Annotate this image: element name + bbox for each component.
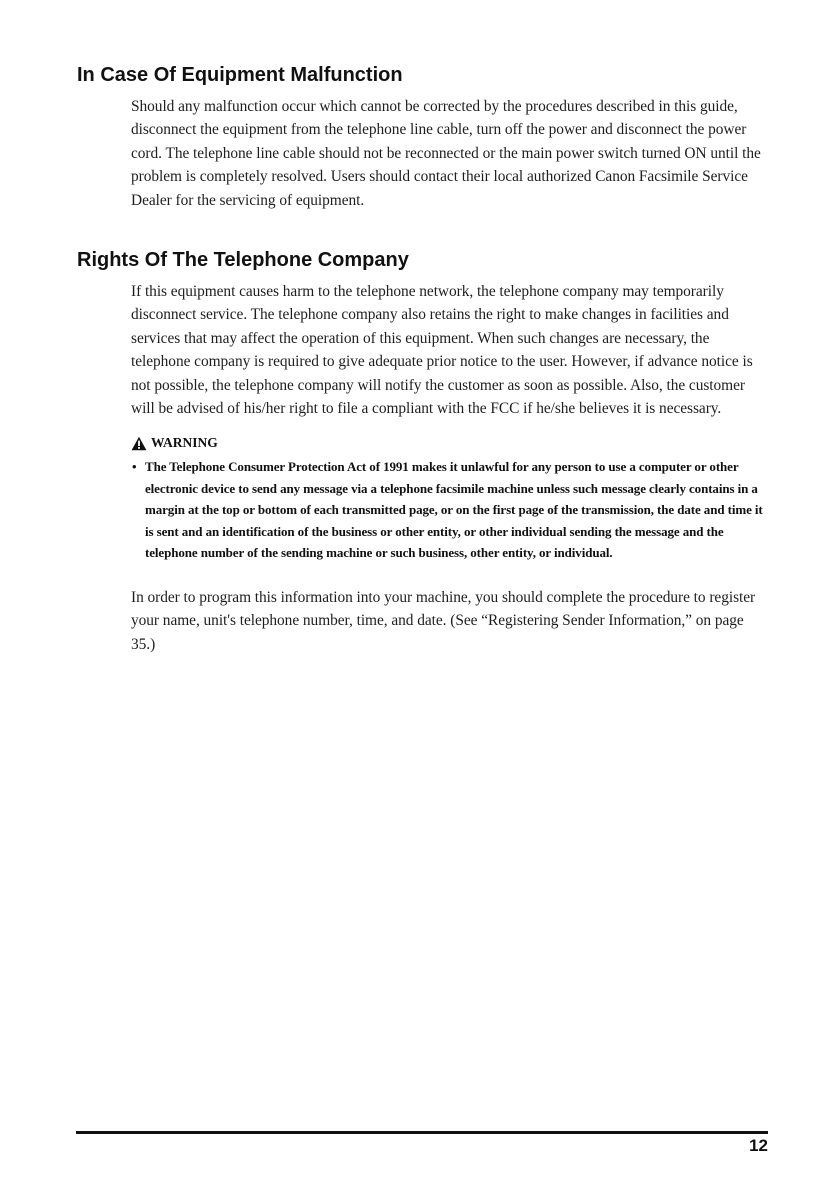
- warning-list: [131, 456, 771, 564]
- malfunction-paragraph: Should any malfunction occur which cannot be corrected by the procedures described in this guide, disconnect the equipment from the telephone line cable, turn off the power and disconnect the power cord. The telephone line cable should not be reconnected or the main power switch turned ON until the problem is completely resolved. Users should contact their local authorized Canon Facsimile Service Dealer for the servicing of equipment.: [131, 98, 761, 209]
- section-heading-telephone-company-rights: Rights Of The Telephone Company: [77, 249, 409, 271]
- warning-item-text: The Telephone Consumer Protection Act of 1991 makes it unlawful for any person to use a computer or other electronic device to send any message via a telephone facsimile machine unless such message clearly contains in a margin at the top or bottom of each transmitted page, or on the first page of the transmission, the date and time it is sent and an identification of the business or other entity, or other individual sending the message and the telephone number of the sending machine or such business, other entity, or individual.: [145, 459, 763, 561]
- bullet: •: [132, 459, 137, 474]
- footer-rule: [76, 1131, 768, 1134]
- closing-paragraph: In order to program this information into your machine, you should complete the procedure to register your name, unit's telephone number, time, and date. (See “Registering Sender Information,” on page 35.): [131, 589, 756, 653]
- warning-label: WARNING: [151, 435, 218, 450]
- warning-triangle-icon: [131, 436, 147, 451]
- page-number: 12: [749, 1136, 768, 1155]
- telephone-company-paragraph: If this equipment causes harm to the telephone network, the telephone company may temporarily disconnect service. The telephone company also retains the right to make changes in facilities and services that may affect the operation of this equipment. When such changes are necessary, the telephone company is required to give adequate prior notice to the user. However, if advance notice is not possible, the telephone company will notify the customer as soon as possible. Also, the customer will be advised of his/her right to file a compliant with the FCC if he/she believes it is necessary.: [131, 283, 753, 418]
- warning-item: [131, 456, 771, 564]
- warning-title: [131, 434, 218, 452]
- section-heading-equipment-malfunction: In Case Of Equipment Malfunction: [77, 64, 403, 86]
